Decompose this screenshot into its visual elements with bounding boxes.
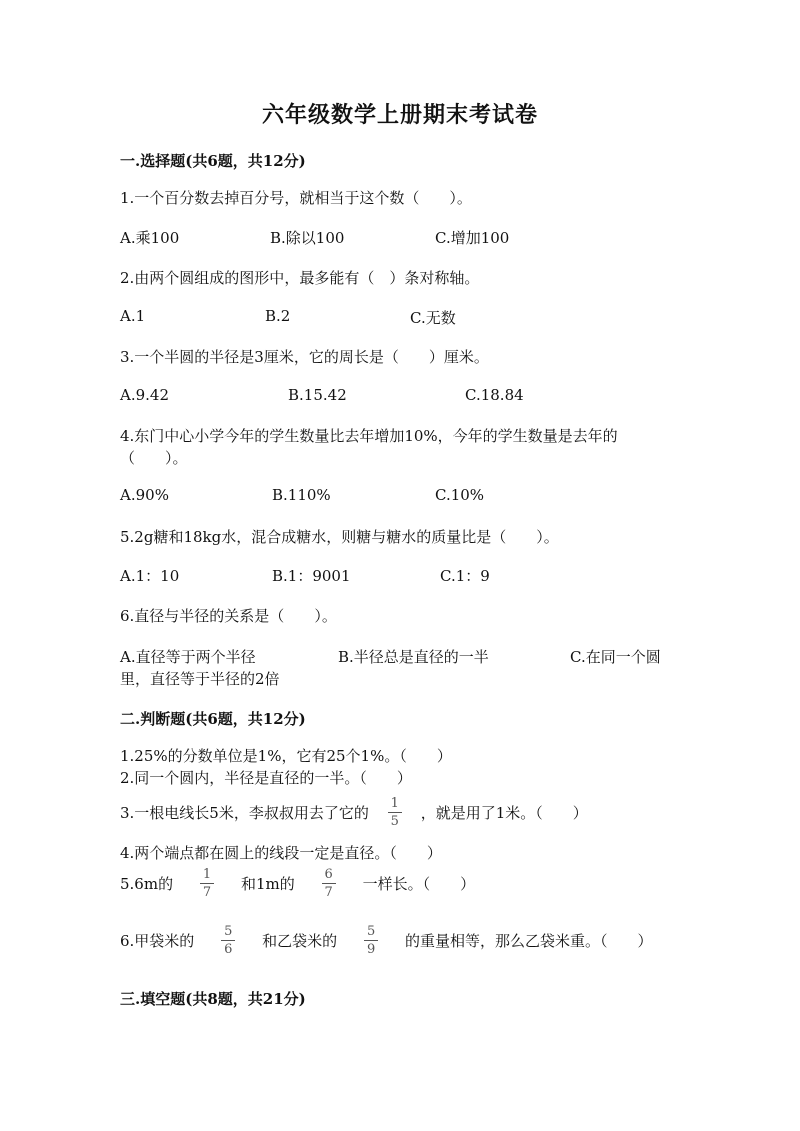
- judgement-3-after: ，就是用了1米。（ ）: [420, 803, 588, 822]
- judgement-5-middle: 和1m的: [240, 874, 295, 893]
- option-a: A.乘100: [120, 229, 180, 247]
- page-title: 六年级数学上册期末考试卷: [261, 102, 538, 128]
- fraction-bar: [364, 940, 378, 941]
- judgement-6-before: 6.甲袋米的: [120, 931, 195, 950]
- option-b: B.除以100: [270, 229, 345, 247]
- question-2-stem: 2.由两个圆组成的图形中，最多能有（ ）条对称轴。: [120, 269, 480, 287]
- option-b: B.110%: [272, 486, 331, 504]
- section-header-fill-in: 三.填空题(共8题，共21分): [120, 990, 306, 1008]
- option-c: C.18.84: [465, 386, 524, 404]
- option-a: A.1: [120, 307, 146, 325]
- option-a: A.1：10: [120, 567, 180, 585]
- fraction-numerator: 1: [390, 796, 399, 811]
- judgement-5-before: 5.6m的: [120, 874, 174, 893]
- option-c: C.增加100: [435, 229, 510, 247]
- question-4-stem-line2: （ ）。: [120, 449, 188, 467]
- fraction-numerator: 6: [324, 867, 333, 882]
- option-c: C.在同一个圆: [570, 648, 661, 666]
- section-header-choice: 一.选择题(共6题，共12分): [120, 152, 306, 170]
- fraction-numerator: 5: [224, 924, 233, 939]
- question-2-options: [120, 307, 680, 329]
- option-b: B.15.42: [288, 386, 347, 404]
- question-6-stem: 6.直径与半径的关系是（ ）。: [120, 607, 337, 625]
- fraction-denominator: 6: [224, 942, 233, 957]
- question-1-options: [120, 227, 680, 249]
- fraction-bar: [322, 883, 336, 884]
- question-3-stem: 3.一个半圆的半径是3厘米，它的周长是（ ）厘米。: [120, 348, 489, 366]
- judgement-3-before: 3.一根电线长5米，李叔叔用去了它的: [120, 803, 369, 822]
- question-5-stem: 5.2g糖和18kg水，混合成糖水，则糖与糖水的质量比是（ ）。: [120, 528, 559, 546]
- option-b: B.1：9001: [272, 567, 351, 585]
- option-a: A.直径等于两个半径: [120, 648, 256, 666]
- question-4-options: [120, 486, 680, 508]
- question-3-options: [120, 386, 680, 408]
- fraction-one-fifth: [388, 796, 402, 829]
- judgement-3: [120, 796, 588, 829]
- judgement-6-after: 的重量相等，那么乙袋米重。（ ）: [405, 931, 653, 950]
- option-a: A.9.42: [120, 386, 169, 404]
- fraction-denominator: 5: [390, 814, 399, 829]
- option-b: B.半径总是直径的一半: [338, 648, 489, 666]
- fraction-bar: [388, 812, 402, 813]
- fraction-denominator: 7: [324, 885, 333, 900]
- option-c: C.无数: [410, 309, 456, 327]
- fraction-numerator: 5: [366, 924, 376, 939]
- question-5-options: [120, 565, 680, 587]
- fraction-denominator: 9: [366, 942, 376, 957]
- judgement-1: 1.25%的分数单位是1%，它有25个1%。（ ）: [120, 747, 452, 765]
- judgement-4: 4.两个端点都在圆上的线段一定是直径。（ ）: [120, 844, 442, 862]
- fraction-five-ninths: [364, 924, 378, 957]
- judgement-5-after: 一样长。（ ）: [362, 874, 476, 893]
- fraction-six-sevenths: [322, 867, 336, 900]
- question-1-stem: 1.一个百分数去掉百分号，就相当于这个数（ ）。: [120, 189, 472, 207]
- option-c: C.10%: [435, 486, 485, 504]
- fraction-denominator: 7: [202, 885, 212, 900]
- fraction-five-sixths: [221, 924, 235, 957]
- question-4-stem-line1: 4.东门中心小学今年的学生数量比去年增加10%，今年的学生数量是去年的: [120, 427, 618, 445]
- question-6-options: [120, 646, 680, 668]
- option-a: A.90%: [120, 486, 169, 504]
- fraction-bar: [221, 940, 235, 941]
- option-b: B.2: [265, 307, 291, 325]
- fraction-one-seventh: [200, 867, 214, 900]
- option-c: C.1：9: [440, 567, 490, 585]
- fraction-bar: [200, 883, 214, 884]
- question-6-option-wrap: 里，直径等于半径的2倍: [120, 670, 280, 688]
- judgement-6: [120, 924, 653, 957]
- judgement-5: [120, 867, 475, 900]
- judgement-6-middle: 和乙袋米的: [262, 931, 338, 950]
- judgement-2: 2.同一个圆内，半径是直径的一半。（ ）: [120, 769, 412, 787]
- fraction-numerator: 1: [202, 867, 212, 882]
- section-header-judgement: 二.判断题(共6题，共12分): [120, 710, 306, 728]
